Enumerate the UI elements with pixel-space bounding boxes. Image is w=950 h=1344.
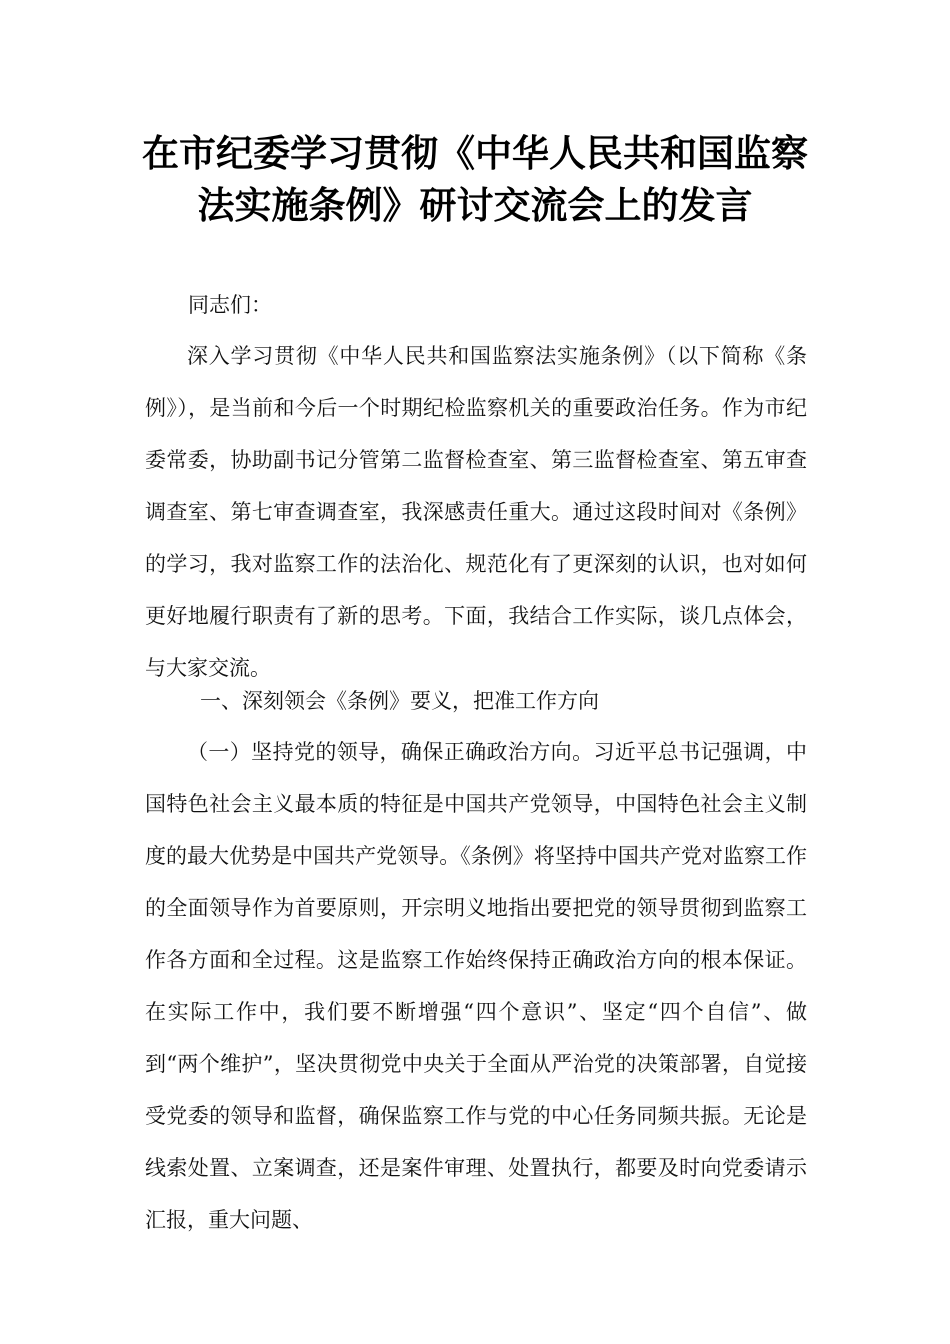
section-heading-1: 一、深刻领会《条例》要义，把准工作方向	[200, 689, 599, 713]
title-line-2: 法实施条例》研讨交流会上的发言	[197, 184, 753, 227]
salutation: 同志们：	[188, 293, 272, 317]
paragraph-intro: 深入学习贯彻《中华人民共和国监察法实施条例》（以下简称《条例》），是当前和今后一个时期纪检监察机关的重要政治任务。作为市纪委常委，协助副书记分管第二监督检查室、第三监督检查室、第五审查调查室、第七审查调查室，我深感责任重大。通过这段时间对《条例》的学习，我对监察工作的法治化、规范化有了更深刻的认识，也对如何更好地履行职责有了新的思考。下面，我结合工作实际，谈几点体会，与大家交流。	[145, 344, 807, 680]
paragraph-section-1-1: （一）坚持党的领导，确保正确政治方向。习近平总书记强调，中国特色社会主义最本质的特征是中国共产党领导，中国特色社会主义制度的最大优势是中国共产党领导。《条例》将坚持中国共产党对监察工作的全面领导作为首要原则，开宗明义地指出要把党的领导贯彻到监察工作各方面和全过程。这是监察工作始终保持正确政治方向的根本保证。在实际工作中，我们要不断增强“四个意识”、坚定“四个自信”、做到“两个维护”，坚决贯彻党中央关于全面从严治党的决策部署，自觉接受党委的领导和监督，确保监察工作与党的中心任务同频共振。无论是线索处置、立案调查，还是案件审理、处置执行，都要及时向党委请示汇报，重大问题、	[145, 740, 807, 1232]
document-title	[60, 128, 890, 232]
title-line-1: 在市纪委学习贯彻《中华人民共和国监察	[142, 132, 808, 175]
